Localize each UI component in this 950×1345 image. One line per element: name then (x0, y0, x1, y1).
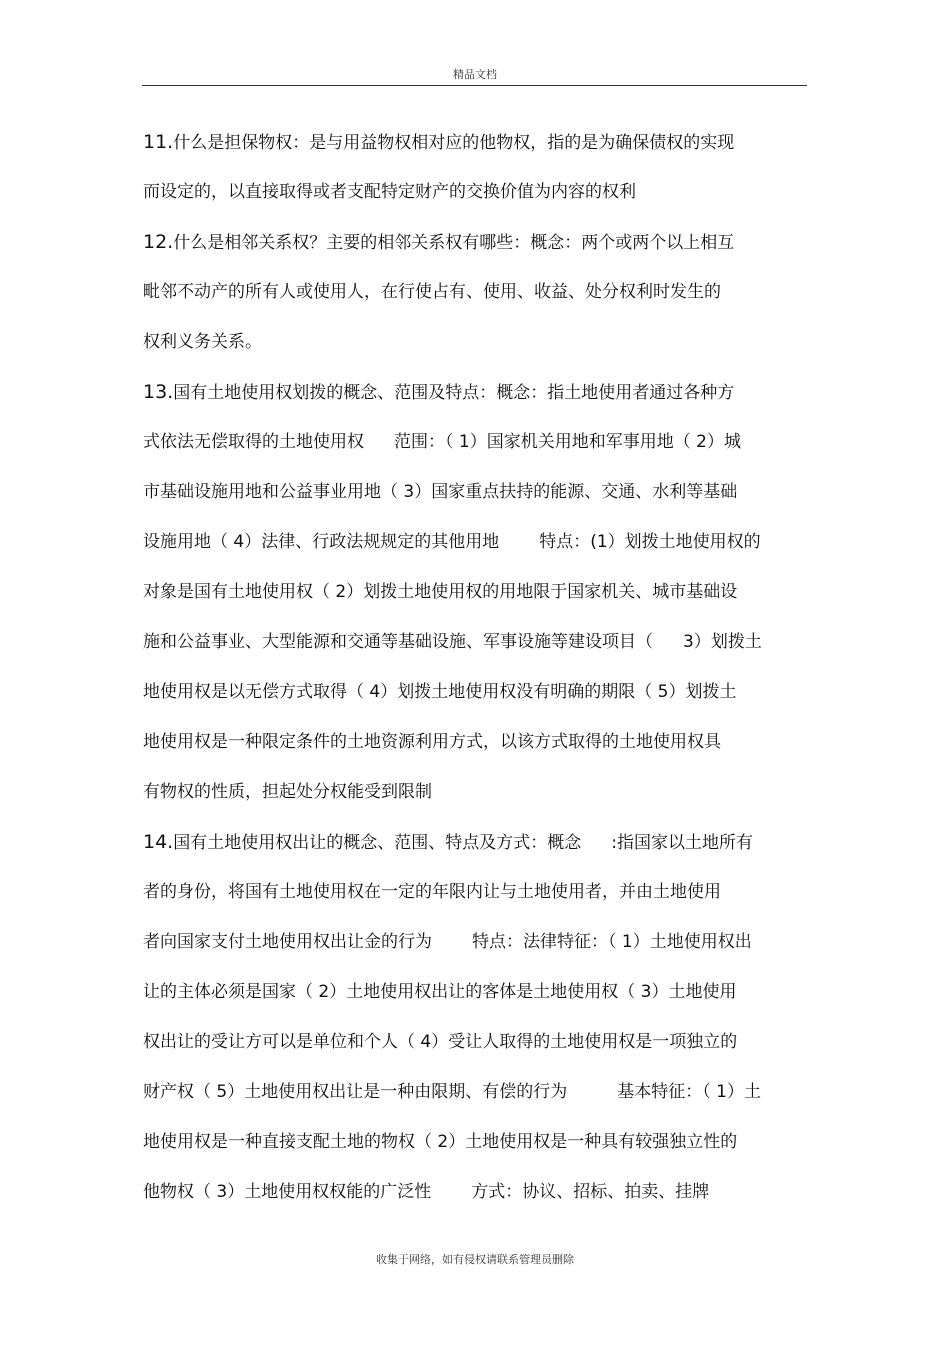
paragraph-line (143, 374, 813, 424)
paragraph-line (143, 1174, 813, 1224)
line-text: 国有土地使用权划拨的概念、范围及特点：概念：指土地使用者通过各种方 (173, 383, 735, 403)
line-text: 方式：协议、招标、拍卖、挂牌 (471, 1182, 710, 1202)
line-text: 3）划拨土 (683, 632, 762, 652)
paragraph-line (143, 1074, 813, 1124)
paragraph-line: 者的身份，将国有土地使用权在一定的年限内让与土地使用者，并由土地使用 (143, 882, 721, 902)
paragraph-line (143, 424, 813, 474)
line-text: 者向国家支付土地使用权出让金的行为 (143, 932, 432, 952)
paragraph-line (143, 524, 813, 574)
paragraph-line: 市基础设施用地和公益事业用地（ 3）国家重点扶持的能源、交通、水利等基础 (143, 482, 738, 502)
paragraph-line: 有物权的性质，担起处分权能受到限制 (143, 782, 432, 802)
paragraph-line: 地使用权是一种限定条件的土地资源利用方式，以该方式取得的土地使用权具 (143, 732, 721, 752)
page-footer: 收集于网络，如有侵权请联系管理员删除 (376, 1253, 574, 1266)
item-number: 14. (143, 831, 174, 853)
item-number: 12. (143, 231, 174, 253)
line-text: 什么是担保物权：是与用益物权相对应的他物权，指的是为确保债权的实现 (173, 133, 735, 153)
line-text: 特点：(1）划拨土地使用权的 (539, 532, 761, 552)
item-number: 13. (143, 381, 174, 403)
paragraph-line (143, 824, 813, 874)
line-text: 范围：（ 1）国家机关用地和军事用地（ 2）城 (394, 432, 741, 452)
item-number: 11. (143, 131, 174, 153)
line-text: 什么是相邻关系权？主要的相邻关系权有哪些：概念：两个或两个以上相互 (173, 233, 735, 253)
paragraph-line: 而设定的，以直接取得或者支配特定财产的交换价值为内容的权利 (143, 182, 636, 202)
paragraph-line: 地使用权是以无偿方式取得（ 4）划拨土地使用权没有明确的期限（ 5）划拨土 (143, 682, 737, 702)
page-header: 精品文档 (453, 68, 497, 81)
paragraph-line: 权出让的受让方可以是单位和个人（ 4）受让人取得的土地使用权是一项独立的 (143, 1032, 738, 1052)
paragraph-line (143, 924, 813, 974)
line-text: 国有土地使用权出让的概念、范围、特点及方式：概念 (173, 833, 582, 853)
line-text: 基本特征：（ 1）土 (617, 1082, 761, 1102)
line-text: 财产权（ 5）土地使用权出让是一种由限期、有偿的行为 (143, 1082, 568, 1102)
paragraph-line: 让的主体必须是国家（ 2）土地使用权出让的客体是土地使用权（ 3）土地使用 (143, 982, 737, 1002)
paragraph-line (143, 124, 813, 174)
header-divider (142, 85, 807, 86)
line-text: 特点：法律特征：（ 1）土地使用权出 (472, 932, 752, 952)
line-text: 施和公益事业、大型能源和交通等基础设施、军事设施等建设项目（ (143, 632, 653, 652)
paragraph-line: 权利义务关系。 (143, 332, 262, 352)
line-text: 设施用地（ 4）法律、行政法规规定的其他用地 (143, 532, 500, 552)
line-text: 式依法无偿取得的土地使用权 (143, 432, 364, 452)
document-body (143, 124, 813, 1224)
line-text: :指国家以土地所有 (611, 833, 753, 853)
paragraph-line: 毗邻不动产的所有人或使用人，在行使占有、使用、收益、处分权利时发生的 (143, 282, 721, 302)
paragraph-line: 对象是国有土地使用权（ 2）划拨土地使用权的用地限于国家机关、城市基础设 (143, 582, 738, 602)
paragraph-line (143, 224, 813, 274)
paragraph-line: 地使用权是一种直接支配土地的物权（ 2）土地使用权是一种具有较强独立性的 (143, 1132, 738, 1152)
paragraph-line (143, 624, 813, 674)
line-text: 他物权（ 3）土地使用权权能的广泛性 (143, 1182, 432, 1202)
